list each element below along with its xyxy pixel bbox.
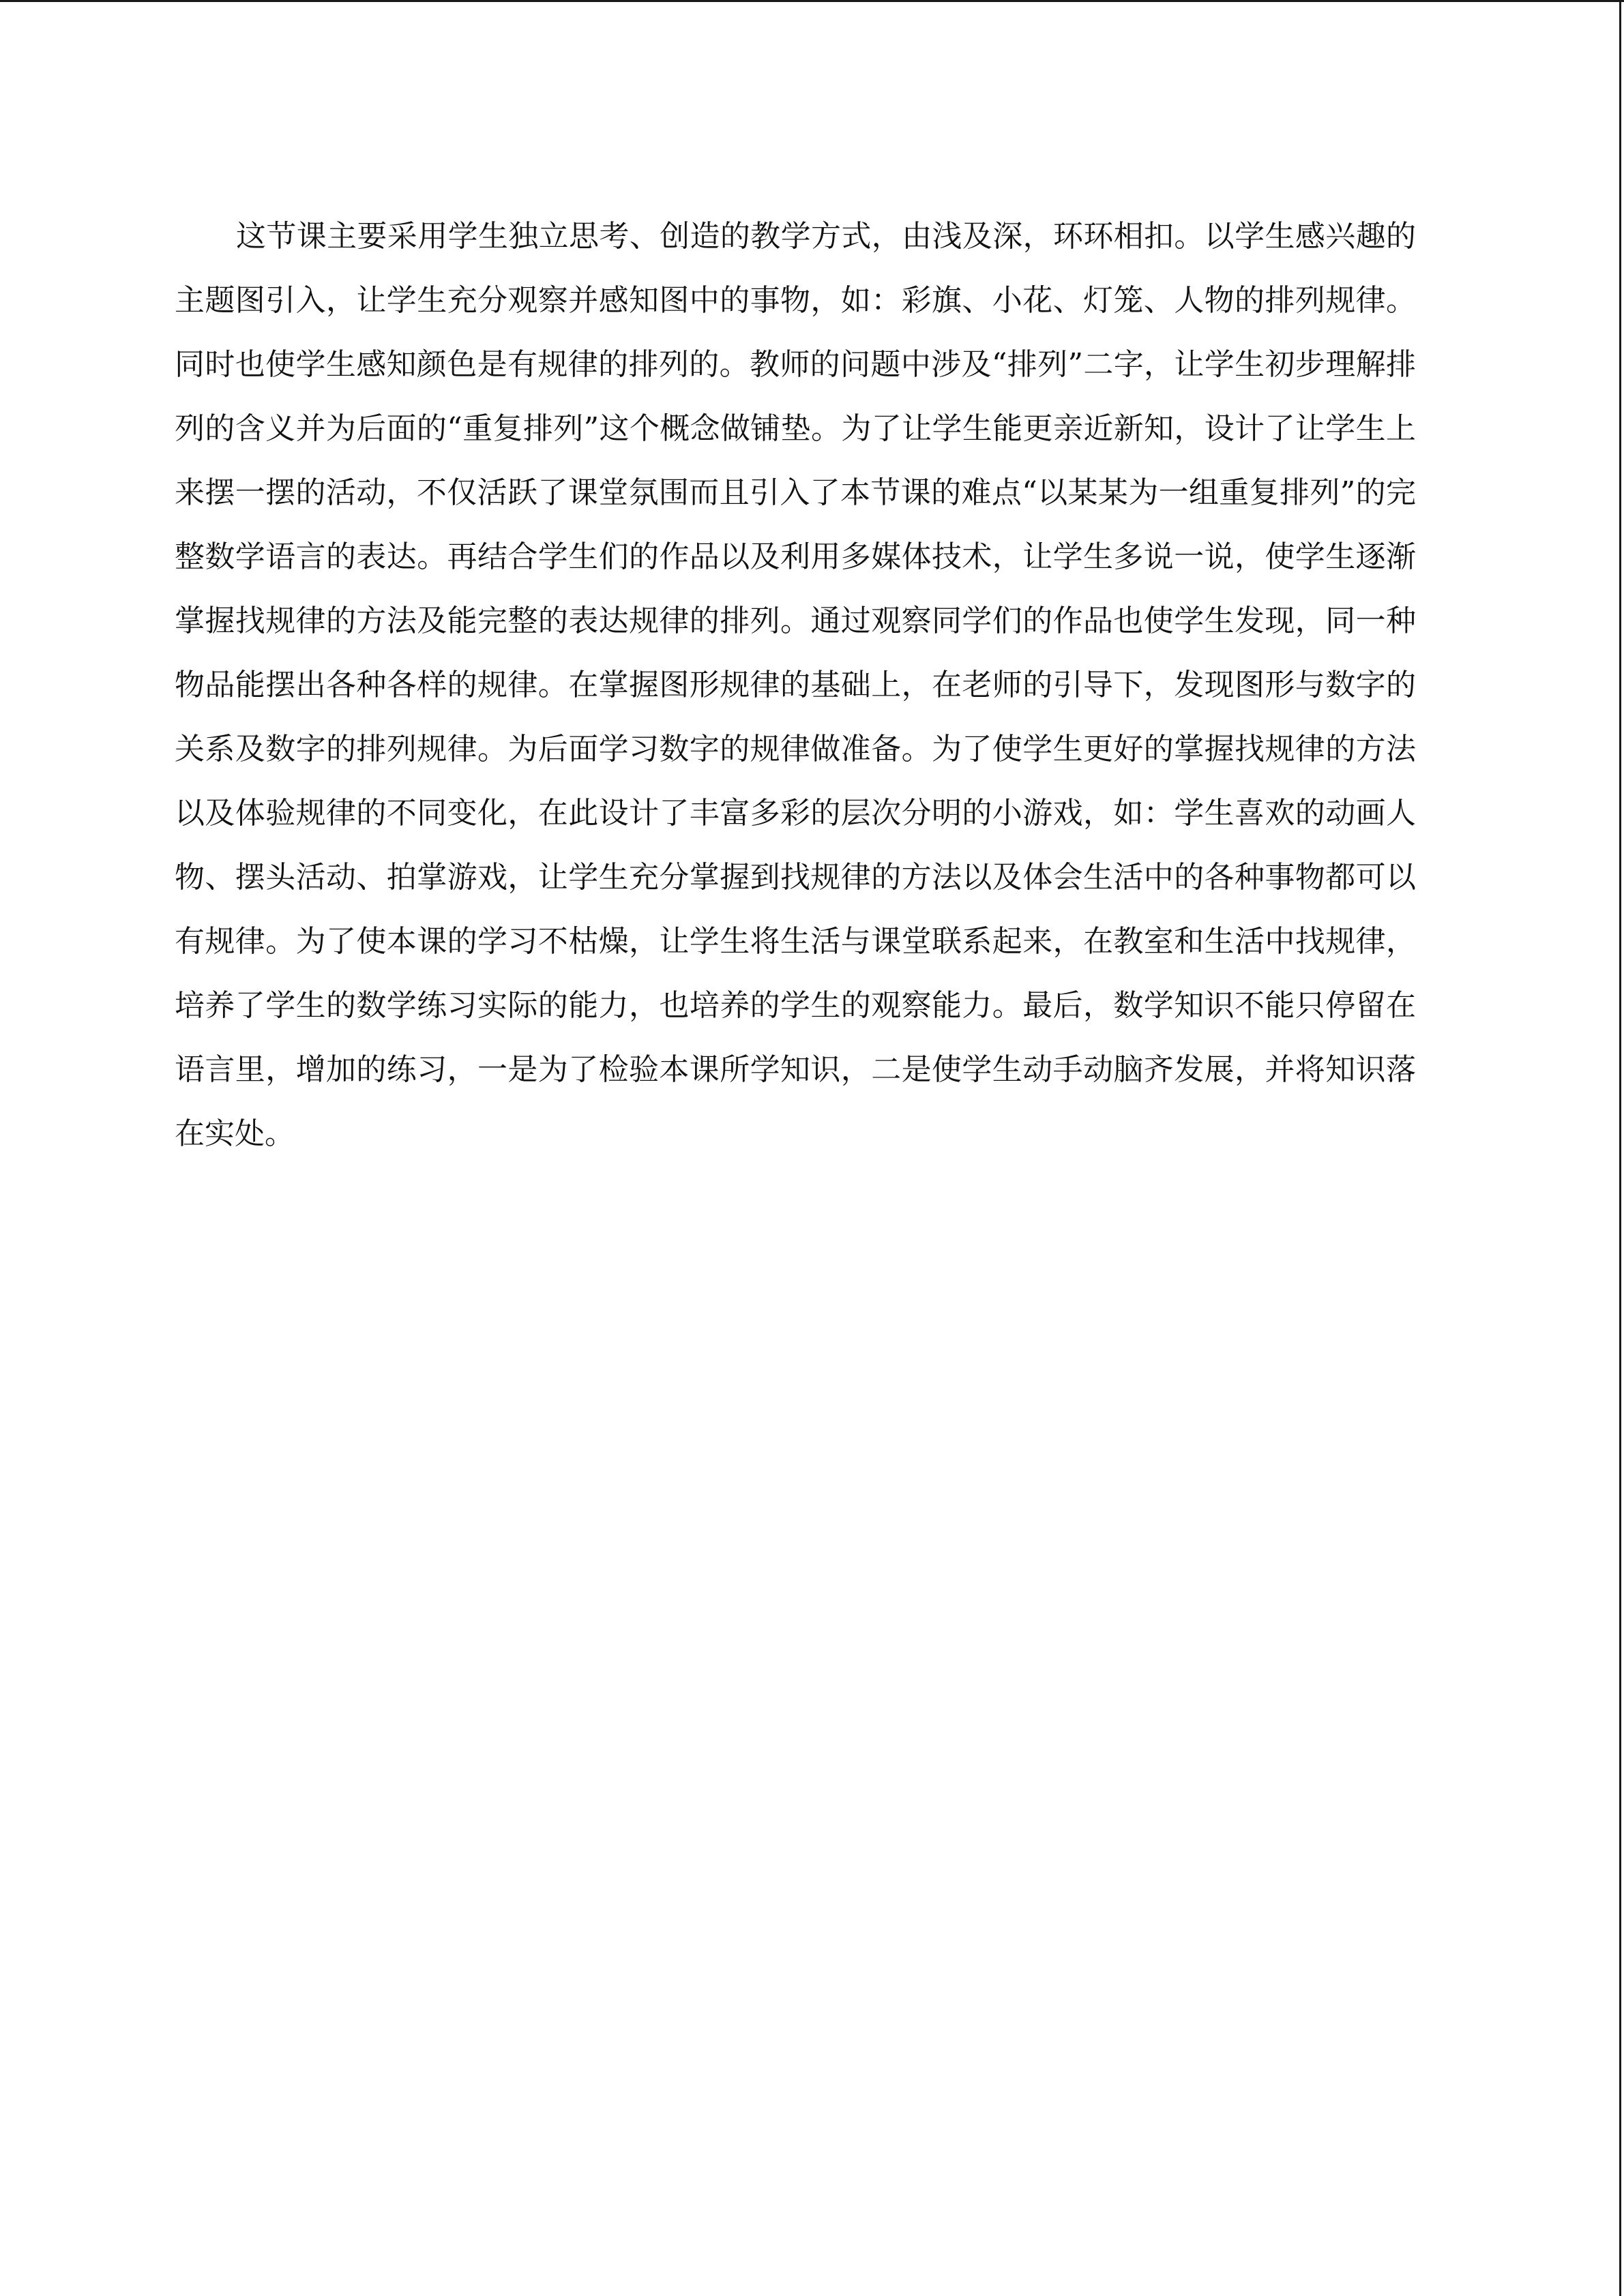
page-right-border	[1619, 0, 1621, 2296]
page-top-border	[0, 0, 1624, 2]
body-paragraph: 这节课主要采用学生独立思考、创造的教学方式，由浅及深，环环相扣。以学生感兴趣的主题图引入，让学生充分观察并感知图中的事物，如：彩旗、小花、灯笼、人物的排列规律。同时也使学生感知颜色是有规律的排列的。教师的问题中涉及“排列”二字，让学生初步理解排列的含义并为后面的“重复排列”这个概念做铺垫。为了让学生能更亲近新知，设计了让学生上来摆一摆的活动，不仅活跃了课堂氛围而且引入了本节课的难点“以某某为一组重复排列”的完整数学语言的表达。再结合学生们的作品以及利用多媒体技术，让学生多说一说，使学生逐渐掌握找规律的方法及能完整的表达规律的排列。通过观察同学们的作品也使学生发现，同一种物品能摆出各种各样的规律。在掌握图形规律的基础上，在老师的引导下，发现图形与数字的关系及数字的排列规律。为后面学习数字的规律做准备。为了使学生更好的掌握找规律的方法以及体验规律的不同变化，在此设计了丰富多彩的层次分明的小游戏，如：学生喜欢的动画人物、摆头活动、拍掌游戏，让学生充分掌握到找规律的方法以及体会生活中的各种事物都可以有规律。为了使本课的学习不枯燥，让学生将生活与课堂联系起来，在教室和生活中找规律，培养了学生的数学练习实际的能力，也培养的学生的观察能力。最后，数学知识不能只停留在语言里，增加的练习，一是为了检验本课所学知识，二是使学生动手动脑齐发展，并将知识落在实处。	[175, 219, 1416, 1151]
